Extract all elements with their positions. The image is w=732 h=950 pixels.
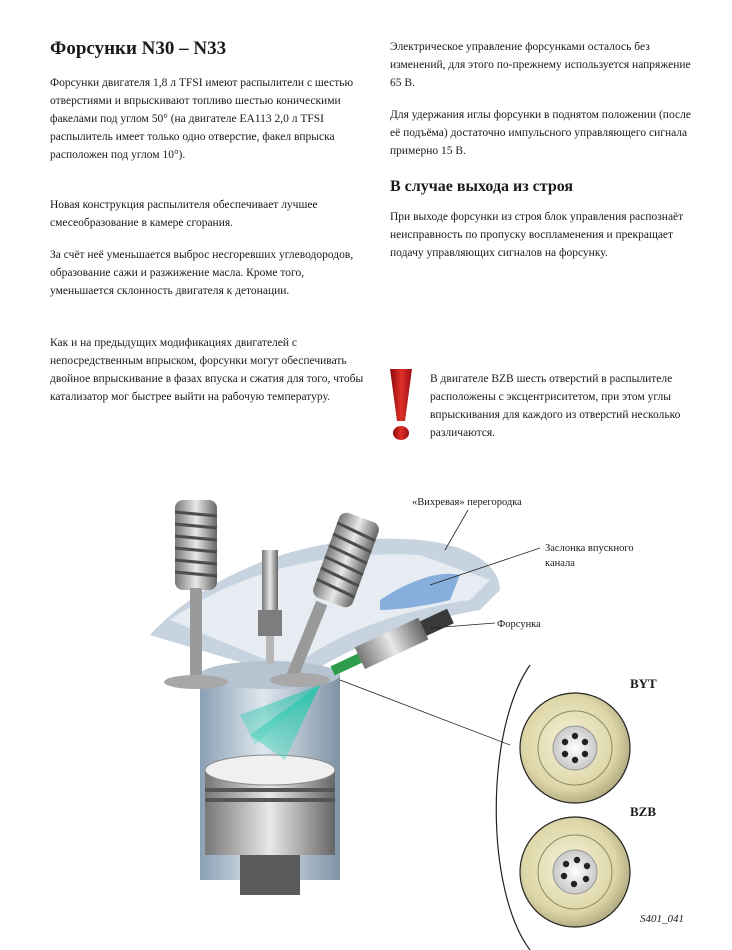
right-paragraph-3: При выходе форсунки из строя блок управления распознаёт неисправность по пропуску воспламенения и прекращает подачу управляющих сигналов на форсунку. [390,211,684,259]
left-paragraph-3: За счёт неё уменьшается выброс несгоревших углеводородов, образование сажи и разжижение масла. Кроме того, уменьшается склонность двигателя к детонации. [50,249,354,297]
label-injector: Форсунка [497,619,541,630]
exclamation-icon [384,367,418,443]
left-paragraph-1: Форсунки двигателя 1,8 л TFSI имеют распылители с шестью отверстиями и впрыскивают топливо шестью коническими факелами под углом 50° (на двигателе EA113 2,0 л TFSI распылитель имеет только одно отверстие, факел впрыска расположен под углом 10°). [50,77,354,161]
nozzle-byt-diagram [520,693,630,803]
right-paragraph-1: Электрическое управление форсунками осталось без изменений, для этого по-прежнему используется напряжение 65 В. [390,41,691,89]
page-title: Форсунки N30 – N33 [50,38,227,59]
left-paragraph-2: Новая конструкция распылителя обеспечивает лучшее смесеобразование в камере сгорания. [50,199,318,229]
failure-heading: В случае выхода из строя [390,178,574,195]
label-intake-flap: Заслонка впускного канала [545,543,634,569]
left-paragraph-4: Как и на предыдущих модификациях двигателей с непосредственным впрыском, форсунки могут обеспечивать двойное впрыскивание в фазах впуска и сжатия для того, чтобы катализатор мог быстрее выйти на рабочую температуру. [50,337,364,403]
figure-id: S401_041 [640,913,684,925]
right-paragraph-2: Для удержания иглы форсунки в поднятом положении (после её подъёма) достаточно импульсного управляющего сигнала примерно 15 В. [390,109,691,157]
label-vortex-plate: «Вихревая» перегородка [412,497,522,508]
nozzle-bzb-diagram [520,817,630,927]
bzb-note: В двигателе BZB шесть отверстий в распылителе расположены с эксцентриситетом, при этом углы впрыскивания для каждого из отверстий несколько различаются. [430,373,681,439]
label-bzb: BZB [630,804,657,819]
label-byt: BYT [630,676,657,691]
